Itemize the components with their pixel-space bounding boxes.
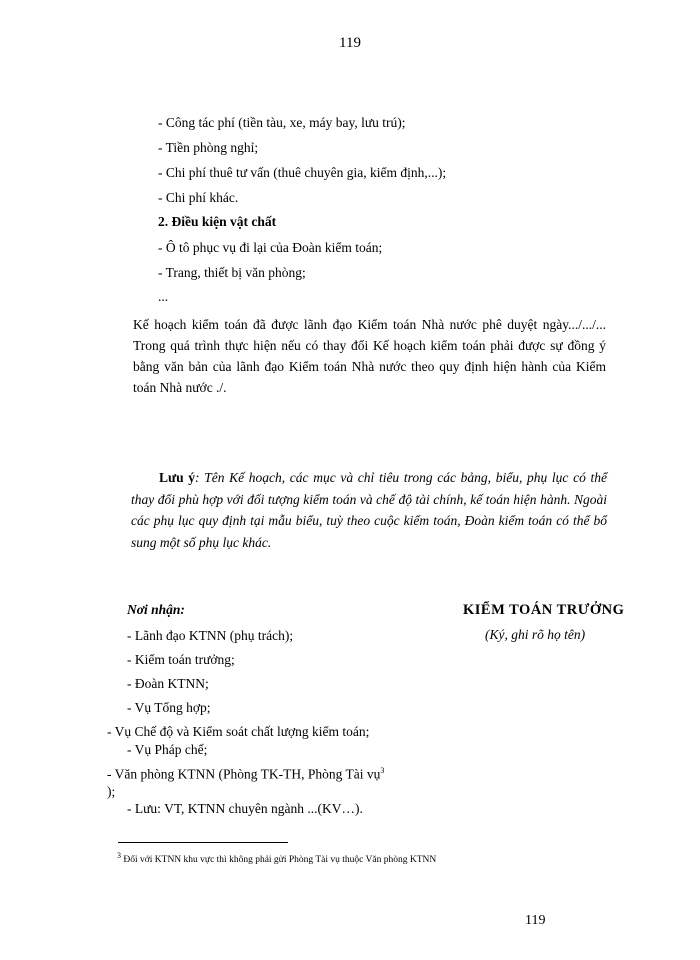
page-number-top: 119	[339, 35, 361, 51]
recipient-item: - Vụ Pháp chế;	[127, 742, 208, 757]
recipient-item: - Kiểm toán trưởng;	[127, 652, 235, 667]
recipients-label: Nơi nhận:	[127, 602, 185, 617]
note-text: : Tên Kế hoạch, các mục và chỉ tiêu trong các bảng, biểu, phụ lục có thể thay đổi phù hợp với đối tượng kiểm toán và chế độ tài chính, kế toán hiện hành. Ngoài các phụ lục quy định tại mẫu biểu, tuỳ theo cuộc kiểm toán, Đoàn kiểm toán có thể bổ sung một số phụ lục khác.	[131, 470, 607, 550]
recipient-item: - Lãnh đạo KTNN (phụ trách);	[127, 628, 294, 643]
recipient-item: - Vụ Tổng hợp;	[127, 700, 211, 715]
recipient-item: - Đoàn KTNN;	[127, 676, 209, 691]
recipient-item	[107, 766, 384, 783]
list-item: ...	[158, 289, 169, 304]
signature-subtitle: (Ký, ghi rõ họ tên)	[485, 627, 586, 642]
cost-item: - Tiền phòng nghỉ;	[158, 140, 259, 155]
cost-item: - Công tác phí (tiền tàu, xe, máy bay, lưu trú);	[158, 115, 406, 130]
list-item: - Trang, thiết bị văn phòng;	[158, 265, 306, 280]
recipient-item: - Lưu: VT, KTNN chuyên ngành ...(KV…).	[127, 801, 363, 816]
approval-paragraph: Kế hoạch kiểm toán đã được lãnh đạo Kiểm toán Nhà nước phê duyệt ngày.../.../... Trong quá trình thực hiện nếu có thay đổi Kế hoạch kiểm toán phải được sự đồng ý bằng văn bản của lãnh đạo Kiểm toán Nhà nước theo quy định hiện hành của Kiểm toán Nhà nước ./.	[133, 317, 606, 395]
section-heading: 2. Điều kiện vật chất	[158, 214, 277, 229]
recipient-item: - Vụ Chế độ và Kiểm soát chất lượng kiểm toán;	[107, 724, 370, 739]
recipient-item: );	[107, 784, 116, 799]
signature-title: KIỂM TOÁN TRƯỞNG	[463, 602, 625, 618]
cost-item: - Chi phí thuê tư vấn (thuê chuyên gia, kiểm định,...);	[158, 165, 447, 180]
list-item: - Ô tô phục vụ đi lại của Đoàn kiểm toán;	[158, 240, 383, 255]
footnote-text: Đối với KTNN khu vực thì không phải gửi Phòng Tài vụ thuộc Văn phòng KTNN	[123, 855, 437, 866]
note-block	[131, 467, 607, 553]
recipient-item-text: - Văn phòng KTNN (Phòng TK-TH, Phòng Tài vụ	[107, 766, 381, 782]
footnote-marker: 3	[117, 851, 121, 860]
note-label: Lưu ý	[159, 470, 196, 485]
cost-item: - Chi phí khác.	[158, 190, 239, 205]
footnote	[117, 851, 436, 867]
footnote-ref: 3	[380, 766, 385, 775]
page-number-bottom: 119	[525, 913, 546, 928]
footnote-separator	[118, 842, 288, 843]
